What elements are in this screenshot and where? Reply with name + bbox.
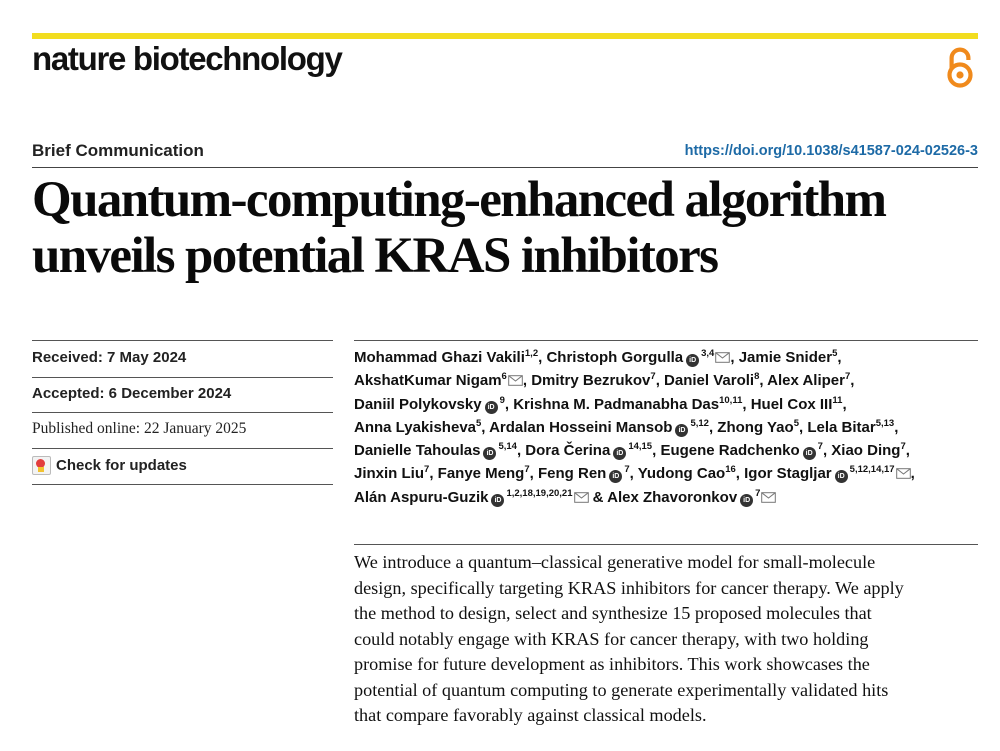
author-line: Mohammad Ghazi Vakili$^{1,2}$, Christoph Gorgulla iD$^{3,4}$ , Jamie Snider$^5$, (354, 348, 842, 366)
author-affiliation: 7 (624, 464, 630, 476)
author-name: Yudong Cao (637, 465, 726, 483)
author-name: Daniel Varoli (664, 372, 755, 390)
author-name: Jinxin Liu (354, 465, 425, 483)
author-list (354, 346, 984, 509)
author-name: Dmitry Bezrukov (531, 372, 651, 390)
author[interactable] (664, 372, 759, 389)
author-line: AkshatKumar Nigam$^6$ , Dmitry Bezrukov$^7$, Daniel Varoli$^8$, Alex Aliper$^7$, (354, 371, 855, 390)
dates-divider (32, 412, 333, 413)
author-affiliation: 10,11 (719, 394, 743, 406)
received-date: Received: 7 May 2024 (32, 349, 187, 366)
check-for-updates-link[interactable] (32, 456, 187, 475)
author[interactable] (354, 396, 505, 413)
crossmark-icon (32, 456, 51, 475)
author-affiliation: 7 (844, 371, 851, 383)
author[interactable] (354, 465, 429, 482)
author-affiliation: 5,12,14,17 (849, 464, 895, 476)
abstract-line: We introduce a quantum–classical generative model for small-molecule (354, 552, 876, 572)
author-affiliation: 5 (793, 417, 799, 429)
dates-divider (32, 484, 333, 485)
dates-divider (32, 448, 333, 449)
author[interactable] (638, 465, 736, 482)
author-affiliation: 6 (501, 371, 507, 383)
author[interactable] (717, 419, 799, 436)
author-affiliation: 16 (725, 464, 736, 476)
author[interactable] (354, 349, 538, 366)
author[interactable] (354, 419, 481, 436)
author-name: Alex Zhavoronkov (607, 488, 738, 506)
author-affiliation: 7 (650, 371, 656, 383)
author-name: Zhong Yao (717, 418, 794, 436)
author[interactable] (489, 419, 709, 436)
author[interactable] (660, 442, 823, 459)
email-icon[interactable] (508, 375, 523, 386)
author-name: Anna Lyakisheva (354, 418, 476, 436)
author-name: Fanye Meng (437, 465, 525, 483)
author-name: Igor Stagljar (744, 465, 832, 483)
abstract-line: design, specifically targeting KRAS inhibitors for cancer therapy. We apply (354, 577, 904, 598)
author-name: Huel Cox III (750, 395, 833, 413)
orcid-icon[interactable]: iD (491, 494, 504, 507)
author[interactable] (354, 372, 523, 389)
accepted-date: Accepted: 6 December 2024 (32, 385, 232, 402)
journal-accent-bar (32, 33, 978, 39)
email-icon[interactable] (715, 352, 730, 363)
author-name: Ardalan Hosseini Mansob (489, 418, 673, 436)
author[interactable] (525, 442, 652, 459)
orcid-icon[interactable]: iD (686, 354, 699, 367)
email-icon[interactable] (896, 468, 911, 479)
article-title (32, 172, 972, 284)
author-affiliation: 3,4 (701, 348, 715, 359)
email-icon[interactable] (574, 492, 589, 503)
author-name: Feng Ren (537, 465, 607, 483)
doi-link[interactable]: https://doi.org/10.1038/s41587-024-02526-3 (684, 143, 978, 159)
author-affiliation: 5 (832, 348, 838, 359)
author[interactable] (739, 349, 838, 366)
author-name: Alex Aliper (767, 372, 845, 390)
author-affiliation: 5,12 (690, 417, 709, 429)
author-name: Jamie Snider (738, 349, 833, 366)
author-name: Xiao Ding (831, 442, 901, 460)
author[interactable] (538, 465, 630, 482)
author[interactable] (546, 349, 730, 366)
author-affiliation: 1,2,18,19,20,21 (506, 487, 573, 499)
author[interactable] (531, 372, 656, 389)
authors-divider (354, 340, 978, 341)
author[interactable] (751, 396, 843, 413)
author-name: AkshatKumar Nigam (354, 372, 502, 390)
orcid-icon[interactable]: iD (740, 494, 753, 507)
author-affiliation: 7 (424, 464, 430, 476)
author-name: Alán Aspuru-Guzik (354, 488, 489, 506)
author[interactable] (607, 489, 776, 506)
email-icon[interactable] (761, 492, 776, 503)
author[interactable] (744, 465, 910, 482)
author[interactable] (831, 442, 905, 459)
author-name: Mohammad Ghazi Vakili (354, 349, 525, 366)
author-affiliation: 1,2 (524, 348, 539, 359)
author-affiliation: 7 (817, 441, 823, 453)
open-access-icon[interactable] (944, 46, 976, 90)
author[interactable] (438, 465, 530, 482)
title-line: unveils potential KRAS inhibitors (32, 228, 718, 284)
header-divider (32, 167, 978, 168)
abstract-divider (354, 544, 978, 545)
abstract-line: that compare favorably against classical models. (354, 705, 707, 725)
orcid-icon[interactable]: iD (675, 424, 688, 437)
author-affiliation: 5,13 (875, 417, 895, 429)
abstract-line: potential of quantum computing to generate experimentally validated hits (354, 679, 889, 700)
author-affiliation: 14,15 (628, 441, 653, 453)
author-line: Anna Lyakisheva$^5$, Ardalan Hosseini Mansob iD$^{5,12}$, Zhong Yao$^5$, Lela Bitar$^{5,13}$, (354, 417, 899, 436)
author[interactable] (767, 372, 850, 389)
author-name: Christoph Gorgulla (546, 349, 684, 366)
author-line: Danielle Tahoulas iD$^{5,14}$, Dora Čerina iD$^{14,15}$, Eugene Radchenko $iD^7$, Xiao Ding$^7$, (354, 441, 910, 460)
author-line: Jinxin Liu$^7$, Fanye Meng$^7$, Feng Ren $iD^7$, Yudong Cao$^{16}$, Igor Stagljar iD$^{5,12,14,17}$ , (354, 464, 915, 483)
journal-name[interactable]: nature biotechnology (32, 40, 342, 77)
author-affiliation: 7 (524, 464, 530, 476)
author-line: Alán Aspuru-Guzik iD$^{1,2,18,19,20,21}$ & Alex Zhavoronkov $iD^7$ (354, 486, 984, 509)
orcid-icon[interactable]: iD (803, 447, 816, 460)
author-affiliation: 5,14 (498, 441, 517, 453)
orcid-icon[interactable]: iD (485, 401, 498, 414)
article-type: Brief Communication (32, 141, 204, 160)
author-affiliation: 7 (900, 441, 906, 453)
dates-divider (32, 377, 333, 378)
author-affiliation: 8 (754, 371, 760, 383)
author-name: Danielle Tahoulas (354, 442, 481, 460)
orcid-icon[interactable]: iD (609, 470, 622, 483)
author-name: Eugene Radchenko (660, 442, 800, 460)
author-name: Dora Čerina (525, 442, 611, 460)
abstract-line: could notably engage with KRAS for cancer therapy, with two holding (354, 628, 869, 649)
author-name: Krishna M. Padmanabha Das (513, 395, 720, 413)
author-affiliation: 9 (499, 394, 505, 406)
author[interactable] (354, 442, 517, 459)
author-affiliation: 11 (832, 394, 843, 406)
abstract-line: the method to design, select and synthesize 15 proposed molecules that (354, 603, 872, 623)
abstract (354, 550, 984, 729)
check-for-updates-label: Check for updates (56, 457, 187, 474)
abstract-line: promise for future development as inhibitors. This work showcases the (354, 654, 870, 674)
author-affiliation: 7 (755, 487, 761, 499)
title-line: Quantum-computing-enhanced algorithm (32, 172, 886, 228)
author-line: Daniil Polykovsky $iD^9$, Krishna M. Padmanabha Das$^{10,11}$, Huel Cox III$^{11}$, (354, 394, 847, 413)
orcid-icon[interactable]: iD (835, 470, 848, 483)
orcid-icon[interactable]: iD (483, 447, 496, 460)
author[interactable] (807, 419, 894, 436)
author[interactable] (354, 489, 589, 506)
author[interactable] (513, 396, 742, 413)
author-affiliation: 5 (476, 417, 482, 429)
author-name: Daniil Polykovsky (354, 395, 482, 413)
author-name: Lela Bitar (807, 418, 876, 436)
orcid-icon[interactable]: iD (613, 447, 626, 460)
dates-divider (32, 340, 333, 341)
published-date: Published online: 22 January 2025 (32, 420, 247, 437)
